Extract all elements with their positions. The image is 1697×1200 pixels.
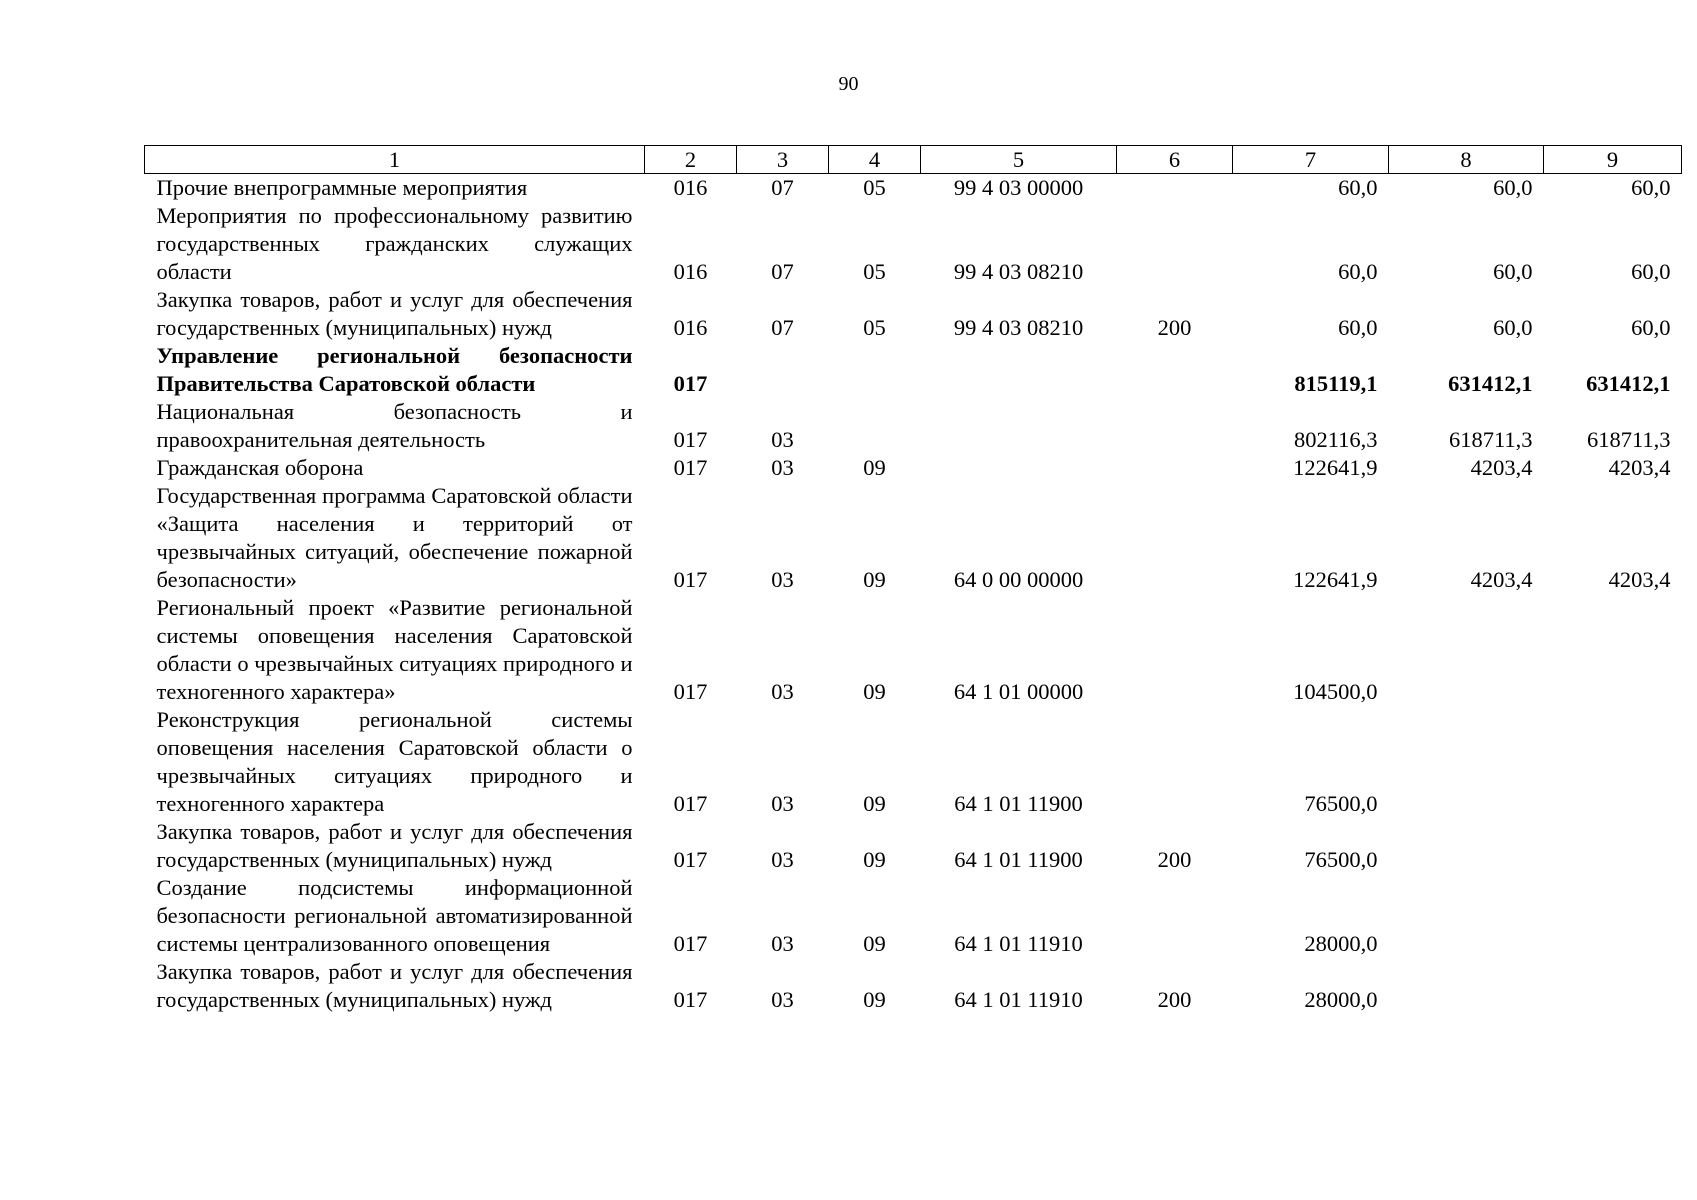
table-row [145, 874, 1682, 958]
row-amount-col9-cell: 60,0 [1631, 175, 1671, 200]
row-expense-type-cell [1117, 202, 1233, 286]
row-amount-col7-cell: 28000,0 [1304, 931, 1378, 956]
row-subsection-code-cell: 09 [863, 987, 886, 1012]
row-expense-type-cell [1117, 594, 1233, 706]
row-amount-col8-cell [1389, 818, 1544, 874]
table-row [145, 454, 1682, 482]
row-ved-code-cell: 017 [673, 567, 708, 592]
column-header-9: 9 [1544, 146, 1682, 174]
row-amount-col9-cell [1544, 706, 1682, 818]
row-name-cell: Создание подсистемы информационной безопасности региональной автоматизированной системы централизованного оповещения [156, 875, 633, 956]
row-amount-col9-cell [1544, 818, 1682, 874]
table-row [145, 482, 1682, 594]
table-header [145, 146, 1682, 174]
row-subsection-code-cell [829, 342, 921, 398]
row-target-article-cell: 99 4 03 00000 [953, 175, 1084, 200]
row-amount-col7-cell: 122641,9 [1293, 455, 1378, 480]
row-expense-type-cell: 200 [1157, 987, 1192, 1012]
table-row [145, 398, 1682, 454]
row-name-cell: Мероприятия по профессиональному развитию государственных гражданских служащих области [156, 203, 633, 284]
row-amount-col7-cell: 802116,3 [1293, 427, 1378, 452]
column-header-4: 4 [829, 146, 921, 174]
column-header-8: 8 [1389, 146, 1544, 174]
row-amount-col9-cell: 4203,4 [1608, 455, 1671, 480]
table-row [145, 202, 1682, 286]
row-section-code-cell: 03 [771, 847, 794, 872]
row-ved-code-cell: 017 [673, 791, 708, 816]
row-name-cell: Реконструкция региональной системы оповещения населения Саратовской области о чрезвычайных ситуациях природного и техногенного характера [156, 707, 633, 816]
row-expense-type-cell [1117, 342, 1233, 398]
row-subsection-code-cell: 09 [863, 791, 886, 816]
page-number: 90 [838, 73, 859, 95]
row-ved-code-cell: 017 [673, 679, 708, 704]
table-row [145, 594, 1682, 706]
row-section-code-cell: 07 [771, 315, 794, 340]
row-ved-code-cell: 017 [673, 427, 708, 452]
row-expense-type-cell [1117, 398, 1233, 454]
row-amount-col9-cell [1544, 594, 1682, 706]
row-ved-code-cell: 017 [673, 455, 708, 480]
row-name-cell: Государственная программа Саратовской области «Защита населения и территорий от чрезвычайных ситуаций, обеспечение пожарной безопасности» [156, 483, 633, 592]
column-header-3: 3 [737, 146, 829, 174]
row-name-cell: Региональный проект «Развитие региональной системы оповещения населения Саратовской области о чрезвычайных ситуациях природного и техногенного характера» [156, 595, 633, 704]
row-subsection-code-cell: 05 [863, 259, 886, 284]
row-subsection-code-cell: 09 [863, 847, 886, 872]
column-header-1: 1 [145, 146, 645, 174]
row-ved-code-cell: 017 [673, 847, 708, 872]
row-subsection-code-cell: 09 [863, 679, 886, 704]
table-row [145, 818, 1682, 874]
row-subsection-code-cell: 09 [863, 931, 886, 956]
header-row [145, 146, 1682, 174]
row-amount-col8-cell: 4203,4 [1470, 455, 1533, 480]
row-target-article-cell: 64 1 01 11910 [954, 987, 1083, 1012]
row-expense-type-cell [1117, 482, 1233, 594]
row-amount-col8-cell [1389, 874, 1544, 958]
row-target-article-cell: 64 1 01 00000 [953, 679, 1084, 704]
row-amount-col9-cell [1544, 874, 1682, 958]
row-section-code-cell [737, 342, 829, 398]
table-row [145, 286, 1682, 342]
row-amount-col9-cell: 631412,1 [1586, 371, 1671, 396]
row-amount-col7-cell: 60,0 [1338, 259, 1378, 284]
row-name-cell: Закупка товаров, работ и услуг для обеспечения государственных (муниципальных) нужд [156, 959, 633, 1012]
row-target-article-cell: 64 0 00 00000 [953, 567, 1084, 592]
row-section-code-cell: 03 [771, 791, 794, 816]
row-amount-col7-cell: 104500,0 [1293, 679, 1378, 704]
row-target-article-cell: 64 1 01 11910 [954, 931, 1083, 956]
row-amount-col9-cell: 4203,4 [1608, 567, 1671, 592]
table-body [145, 174, 1682, 1015]
row-ved-code-cell: 016 [673, 315, 708, 340]
row-ved-code-cell: 017 [673, 931, 708, 956]
column-header-6: 6 [1117, 146, 1233, 174]
row-expense-type-cell [1117, 174, 1233, 203]
row-amount-col8-cell: 631412,1 [1448, 371, 1533, 396]
column-header-2: 2 [645, 146, 737, 174]
row-section-code-cell: 03 [771, 427, 794, 452]
row-section-code-cell: 07 [771, 259, 794, 284]
row-amount-col8-cell: 4203,4 [1470, 567, 1533, 592]
row-subsection-code-cell: 05 [863, 315, 886, 340]
row-target-article-cell [921, 398, 1117, 454]
row-name-cell: Прочие внепрограммные мероприятия [156, 175, 528, 200]
row-name-cell: Закупка товаров, работ и услуг для обеспечения государственных (муниципальных) нужд [156, 819, 633, 872]
row-amount-col7-cell: 815119,1 [1294, 371, 1378, 396]
row-section-code-cell: 03 [771, 987, 794, 1012]
row-target-article-cell: 64 1 01 11900 [954, 847, 1083, 872]
row-expense-type-cell: 200 [1157, 315, 1192, 340]
row-name-cell: Национальная безопасность и правоохранительная деятельность [156, 399, 633, 452]
row-subsection-code-cell: 09 [863, 455, 886, 480]
row-name-cell: Гражданская оборона [156, 455, 364, 480]
row-expense-type-cell [1117, 874, 1233, 958]
row-section-code-cell: 07 [771, 175, 794, 200]
row-amount-col7-cell: 60,0 [1338, 175, 1378, 200]
row-target-article-cell: 99 4 03 08210 [953, 315, 1084, 340]
budget-table [144, 145, 1682, 1014]
row-section-code-cell: 03 [771, 567, 794, 592]
row-amount-col7-cell: 28000,0 [1304, 987, 1378, 1012]
row-target-article-cell: 99 4 03 08210 [953, 259, 1084, 284]
row-subsection-code-cell: 09 [863, 567, 886, 592]
row-amount-col8-cell [1389, 594, 1544, 706]
row-section-code-cell: 03 [771, 455, 794, 480]
row-ved-code-cell: 017 [673, 371, 708, 396]
row-ved-code-cell: 017 [673, 987, 708, 1012]
row-name-cell: Управление региональной безопасности Правительства Саратовской области [156, 343, 633, 396]
row-amount-col8-cell: 60,0 [1493, 175, 1533, 200]
row-section-code-cell: 03 [771, 931, 794, 956]
row-amount-col8-cell [1389, 958, 1544, 1014]
row-amount-col7-cell: 60,0 [1338, 315, 1378, 340]
row-expense-type-cell [1117, 454, 1233, 482]
row-amount-col7-cell: 122641,9 [1293, 567, 1378, 592]
row-amount-col7-cell: 76500,0 [1304, 847, 1378, 872]
row-amount-col9-cell: 618711,3 [1586, 427, 1671, 452]
table-row [145, 342, 1682, 398]
row-target-article-cell: 64 1 01 11900 [954, 791, 1083, 816]
column-header-7: 7 [1233, 146, 1389, 174]
table-row [145, 174, 1682, 203]
row-amount-col9-cell: 60,0 [1631, 259, 1671, 284]
row-amount-col8-cell: 618711,3 [1448, 427, 1533, 452]
row-amount-col9-cell [1544, 958, 1682, 1014]
row-ved-code-cell: 016 [673, 175, 708, 200]
row-target-article-cell [921, 342, 1117, 398]
column-header-5: 5 [921, 146, 1117, 174]
table-row [145, 706, 1682, 818]
row-expense-type-cell [1117, 706, 1233, 818]
row-subsection-code-cell [829, 398, 921, 454]
row-ved-code-cell: 016 [673, 259, 708, 284]
row-expense-type-cell: 200 [1157, 847, 1192, 872]
row-amount-col9-cell: 60,0 [1631, 315, 1671, 340]
row-target-article-cell [921, 454, 1117, 482]
row-amount-col8-cell: 60,0 [1493, 259, 1533, 284]
row-amount-col8-cell: 60,0 [1493, 315, 1533, 340]
row-subsection-code-cell: 05 [863, 175, 886, 200]
row-name-cell: Закупка товаров, работ и услуг для обеспечения государственных (муниципальных) нужд [156, 287, 633, 340]
table-row [145, 958, 1682, 1014]
row-amount-col8-cell [1389, 706, 1544, 818]
row-amount-col7-cell: 76500,0 [1304, 791, 1378, 816]
row-section-code-cell: 03 [771, 679, 794, 704]
